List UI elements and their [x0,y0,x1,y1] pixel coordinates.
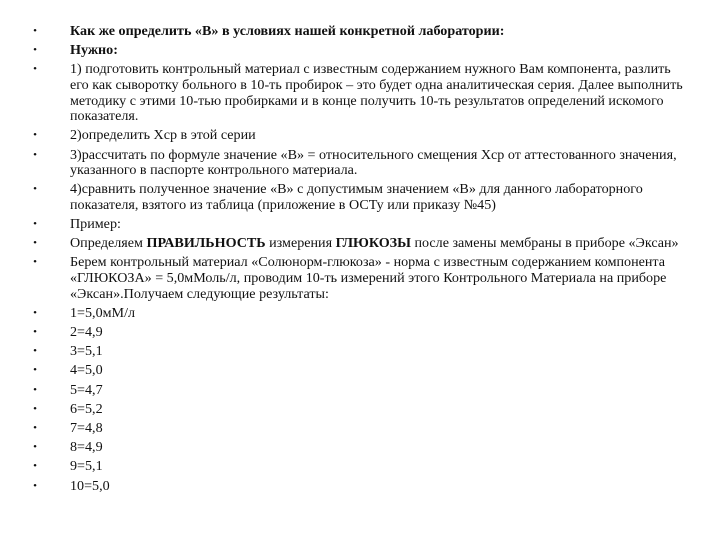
bullet-icon: • [33,148,37,161]
item-text: после замены мембраны в приборе «Эксан» [410,235,679,252]
bullet-icon: • [33,441,37,454]
item-text: 4)сравнить полученное значение «В» с допустимым значением «В» для данного лабораторного показателя, взятого из таблица (приложение в ОСТу или приказу №45) [70,181,643,213]
result-value: 5=4,7 [70,381,103,398]
list-item-step-1 [30,62,690,124]
result-value: 10=5,0 [70,477,110,494]
list-item-example [30,217,690,233]
item-text: Как же определить «В» в условиях нашей конкретной лаборатории: [70,23,505,39]
bullet-icon: • [33,63,37,76]
result-value: 4=5,0 [70,362,103,379]
list-item-need [30,43,690,59]
bullet-icon: • [33,218,37,231]
item-text-bold: ПРАВИЛЬНОСТЬ [146,235,266,252]
list-item-result [30,325,690,341]
bullet-icon: • [33,421,37,434]
bullet-icon: • [33,402,37,415]
item-text: Определяем [70,235,147,252]
item-text: Пример: [70,216,121,233]
list-item-result [30,402,690,418]
bullet-icon: • [33,383,37,396]
result-value: 7=4,8 [70,419,103,436]
bullet-icon: • [33,460,37,473]
bullet-list [30,24,690,494]
bullet-icon: • [33,364,37,377]
item-text: 2)определить Хср в этой серии [70,127,256,144]
bullet-icon: • [33,256,37,269]
item-text: 1) подготовить контрольный материал с известным содержанием нужного Вам компонента, разлить его как сыворотку больного в 10-ть пробирок – это будет одна аналитическая серия. Далее выполнить методику с этими 10-тью пробирками и в конце получить 10-ть результатов определений искомого показателя. [70,61,683,125]
list-item-result [30,421,690,437]
item-text: Берем контрольный материал «Солюнорм-глюкоза» - норма с известным содержанием компонента «ГЛЮКОЗА» = 5,0мМоль/л, проводим 10-ть измерений этого Контрольного Материала на приборе «Эксан».Получаем следующие результаты: [70,254,667,302]
list-item-determine [30,236,690,252]
item-text-bold: ГЛЮКОЗЫ [335,235,411,252]
result-value: 9=5,1 [70,458,103,475]
list-item-step-2 [30,128,690,144]
result-value: 1=5,0мМ/л [70,304,136,321]
bullet-icon: • [33,326,37,339]
list-item-result [30,344,690,360]
result-value: 6=5,2 [70,400,103,417]
result-value: 8=4,9 [70,439,103,456]
bullet-icon: • [33,129,37,142]
list-item-result [30,440,690,456]
bullet-icon: • [33,183,37,196]
bullet-icon: • [33,345,37,358]
list-item-result [30,383,690,399]
list-item-material [30,255,690,302]
bullet-icon: • [33,25,37,37]
item-text: 3)рассчитать по формуле значение «В» = относительного смещения Хср от аттестованного значения, указанного в паспорте контрольного материала. [70,146,677,179]
list-item-heading [30,24,690,40]
item-text: Нужно: [70,42,118,59]
result-value: 2=4,9 [70,324,103,341]
list-item-result [30,306,690,322]
item-text: измерения [265,235,336,252]
bullet-icon: • [33,237,37,250]
list-item-step-3 [30,148,690,179]
bullet-icon: • [33,44,37,57]
list-item-step-4 [30,182,690,213]
list-item-result [30,459,690,475]
result-value: 3=5,1 [70,343,103,360]
list-item-result [30,363,690,379]
bullet-icon: • [33,479,37,492]
bullet-icon: • [33,306,37,319]
list-item-result [30,479,690,495]
